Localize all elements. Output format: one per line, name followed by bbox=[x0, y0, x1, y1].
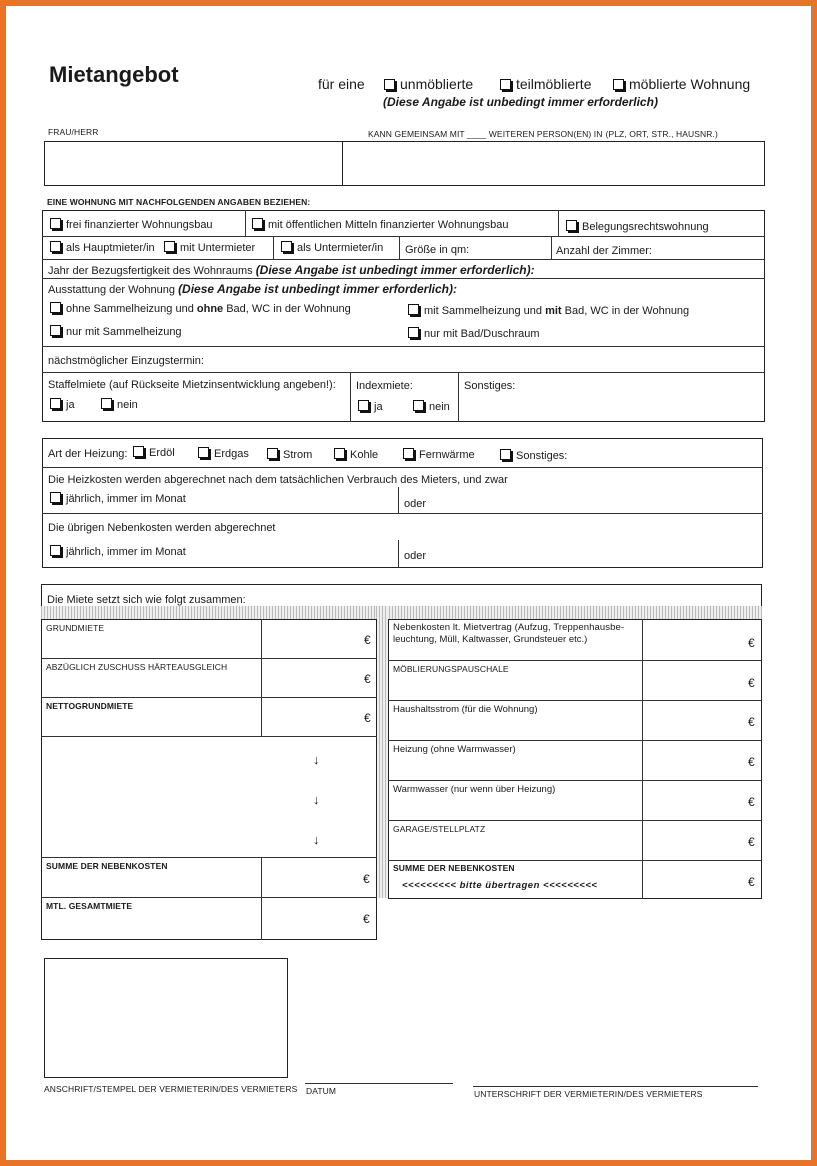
nur-sammel-label: nur mit Sammelheizung bbox=[66, 326, 182, 338]
arrow-down-icon: ↓ bbox=[313, 792, 320, 807]
checkbox-icon[interactable] bbox=[50, 492, 61, 503]
bitte-uebertragen: <<<<<<<<< bitte übertragen <<<<<<<<< bbox=[402, 880, 598, 891]
fuer-eine-label: für eine bbox=[318, 76, 365, 92]
groesse-label: Größe in qm: bbox=[405, 244, 470, 256]
checkbox-icon[interactable] bbox=[334, 448, 345, 459]
nebenkosten-text: Die übrigen Nebenkosten werden abgerechnet bbox=[48, 522, 276, 534]
index-nein[interactable] bbox=[413, 400, 450, 413]
checkbox-icon[interactable] bbox=[613, 79, 624, 90]
euro-sign: € bbox=[364, 633, 371, 647]
frau-herr-label: FRAU/HERR bbox=[48, 127, 99, 137]
ja-label: ja bbox=[66, 399, 75, 411]
option-unmoebliert[interactable] bbox=[384, 76, 473, 92]
checkbox-icon[interactable] bbox=[198, 447, 209, 458]
euro-sign: € bbox=[748, 755, 755, 769]
option-label: möblierte Wohnung bbox=[629, 76, 751, 92]
summe-nebenkosten-left-label: SUMME DER NEBENKOSTEN bbox=[46, 861, 168, 871]
financing-label: mit öffentlichen Mitteln finanzierter Wohnungsbau bbox=[268, 219, 509, 231]
arrow-down-icon: ↓ bbox=[313, 832, 320, 847]
address-field[interactable] bbox=[342, 141, 765, 186]
neben-jaehrlich[interactable] bbox=[50, 545, 186, 558]
nein-label: nein bbox=[117, 399, 138, 411]
mit-pre: mit Sammelheizung und bbox=[424, 305, 543, 317]
neben-oder: oder bbox=[404, 550, 427, 562]
bezug-note: (Diese Angabe ist unbedingt immer erforderlich): bbox=[255, 263, 535, 277]
stamp-box[interactable] bbox=[44, 958, 288, 1078]
checkbox-icon[interactable] bbox=[50, 241, 61, 252]
heizung-art-label: Art der Heizung: bbox=[48, 448, 128, 460]
heiz-jaehrlich[interactable] bbox=[50, 492, 186, 505]
euro-sign: € bbox=[363, 872, 370, 886]
kann-gemeinsam-text: KANN GEMEINSAM MIT ____ WEITEREN PERSON(EN) IN bbox=[368, 129, 603, 139]
heizkosten-text: Die Heizkosten werden abgerechnet nach dem tatsächlichen Verbrauch des Mieters, und zwar bbox=[48, 474, 508, 486]
ausstattung-label: Ausstattung der Wohnung bbox=[48, 284, 175, 296]
zimmer-label: Anzahl der Zimmer: bbox=[556, 245, 652, 257]
staffel-label: Staffelmiete (auf Rückseite Mietzinsentwicklung angeben!): bbox=[48, 379, 336, 391]
option-moebliert[interactable] bbox=[613, 76, 750, 92]
zuschuss-label: ABZÜGLICH ZUSCHUSS HÄRTEAUSGLEICH bbox=[46, 662, 228, 672]
sonstiges-label: Sonstiges: bbox=[464, 380, 516, 392]
bezug-row bbox=[48, 263, 535, 277]
heating-label: Erdöl bbox=[149, 447, 175, 459]
garage-label: GARAGE/STELLPLATZ bbox=[393, 824, 486, 834]
heating-label: Kohle bbox=[350, 449, 379, 461]
mit-post: Bad, WC in der Wohnung bbox=[564, 305, 690, 317]
required-note: (Diese Angabe ist unbedingt immer erforderlich) bbox=[383, 95, 658, 109]
haushaltsstrom-label: Haushaltsstrom (für die Wohnung) bbox=[393, 704, 538, 715]
ausstattung-nur-sammel[interactable] bbox=[50, 325, 182, 338]
euro-sign: € bbox=[748, 676, 755, 690]
checkbox-icon[interactable] bbox=[164, 241, 175, 252]
checkbox-icon[interactable] bbox=[403, 448, 414, 459]
checkbox-icon[interactable] bbox=[500, 79, 511, 90]
checkbox-icon[interactable] bbox=[50, 325, 61, 336]
grundmiete-label: GRUNDMIETE bbox=[46, 623, 105, 633]
checkbox-icon[interactable] bbox=[358, 400, 369, 411]
bezug-label: Jahr der Bezugsfertigkeit des Wohnraums bbox=[48, 265, 253, 277]
nettogrundmiete-label: NETTOGRUNDMIETE bbox=[46, 701, 134, 711]
ausstattung-row bbox=[48, 282, 457, 296]
kann-gemeinsam-label bbox=[368, 128, 718, 140]
heating-erdoel[interactable] bbox=[133, 446, 175, 459]
option-teilmoebliert[interactable] bbox=[500, 76, 591, 92]
shade-strip bbox=[41, 606, 762, 619]
ausstattung-nur-bad[interactable] bbox=[408, 327, 540, 340]
checkbox-icon[interactable] bbox=[408, 327, 419, 338]
gesamtmiete-label: MTL. GESAMTMIETE bbox=[46, 901, 133, 911]
heating-strom[interactable] bbox=[267, 448, 312, 461]
euro-sign: € bbox=[748, 715, 755, 729]
euro-sign: € bbox=[363, 912, 370, 926]
checkbox-icon[interactable] bbox=[101, 398, 112, 409]
checkbox-icon[interactable] bbox=[281, 241, 292, 252]
unterschrift-label: UNTERSCHRIFT DER VERMIETERIN/DES VERMIETERS bbox=[474, 1089, 703, 1099]
nein-label: nein bbox=[429, 401, 450, 413]
section1-heading: EINE WOHNUNG MIT NACHFOLGENDEN ANGABEN BEZIEHEN: bbox=[47, 197, 311, 207]
ausstattung-note: (Diese Angabe ist unbedingt immer erforderlich): bbox=[178, 282, 457, 296]
checkbox-icon[interactable] bbox=[133, 446, 144, 457]
heating-fernwaerme[interactable] bbox=[403, 448, 475, 461]
ohne-post: Bad, WC in der Wohnung bbox=[226, 303, 351, 315]
nk-line1: Nebenkosten lt. Mietvertrag (Aufzug, Treppenhausbe- bbox=[393, 622, 625, 633]
ohne-pre: ohne Sammelheizung und bbox=[66, 303, 194, 315]
checkbox-icon[interactable] bbox=[566, 220, 577, 231]
checkbox-icon[interactable] bbox=[413, 400, 424, 411]
heating-label: Sonstiges: bbox=[516, 450, 568, 462]
tenancy-unter[interactable] bbox=[164, 241, 255, 254]
financing-label: Belegungsrechtswohnung bbox=[582, 221, 709, 233]
checkbox-icon[interactable] bbox=[50, 218, 61, 229]
nur-bad-label: nur mit Bad/Duschraum bbox=[424, 328, 540, 340]
financing-belegung[interactable] bbox=[566, 220, 709, 233]
checkbox-icon[interactable] bbox=[500, 449, 511, 460]
financing-oeffentlich[interactable] bbox=[252, 218, 509, 231]
checkbox-icon[interactable] bbox=[50, 398, 61, 409]
option-label: unmöblierte bbox=[400, 76, 474, 92]
mit-bold: mit bbox=[545, 305, 562, 317]
ja-label: ja bbox=[374, 401, 383, 413]
miete-heading: Die Miete setzt sich wie folgt zusammen: bbox=[47, 594, 246, 606]
checkbox-icon[interactable] bbox=[384, 79, 395, 90]
ohne-bold: ohne bbox=[196, 303, 224, 315]
heating-sonstiges[interactable] bbox=[500, 449, 567, 462]
tenancy-label: als Hauptmieter/in bbox=[66, 242, 155, 254]
heiz-oder: oder bbox=[404, 498, 427, 510]
tenancy-label: als Untermieter/in bbox=[297, 242, 384, 254]
heating-label: Erdgas bbox=[214, 448, 249, 460]
tenancy-haupt[interactable] bbox=[50, 241, 155, 254]
heating-kohle[interactable] bbox=[334, 448, 378, 461]
staffel-nein[interactable] bbox=[101, 398, 138, 411]
datum-label: DATUM bbox=[306, 1086, 337, 1096]
anschrift-label: ANSCHRIFT/STEMPEL DER VERMIETERIN/DES VERMIETERS bbox=[44, 1084, 298, 1094]
checkbox-icon[interactable] bbox=[408, 304, 419, 315]
ausstattung-mit[interactable] bbox=[408, 304, 689, 317]
checkbox-icon[interactable] bbox=[50, 302, 61, 313]
index-label: Indexmiete: bbox=[356, 380, 413, 392]
heating-erdgas[interactable] bbox=[198, 447, 249, 460]
tenancy-untermieter[interactable] bbox=[281, 241, 383, 254]
jaehrlich-label: jährlich, immer im Monat bbox=[66, 546, 186, 558]
ausstattung-ohne[interactable] bbox=[50, 302, 351, 315]
financing-label: frei finanzierter Wohnungsbau bbox=[66, 219, 213, 231]
option-label: teilmöblierte bbox=[516, 76, 592, 92]
page-title: Mietangebot bbox=[49, 62, 179, 87]
staffel-ja[interactable] bbox=[50, 398, 75, 411]
heizung-label: Heizung (ohne Warmwasser) bbox=[393, 744, 516, 755]
financing-frei[interactable] bbox=[50, 218, 213, 231]
heating-label: Strom bbox=[283, 449, 313, 461]
euro-sign: € bbox=[364, 672, 371, 686]
right-table bbox=[388, 619, 762, 899]
name-field[interactable] bbox=[44, 141, 343, 186]
euro-sign: € bbox=[748, 636, 755, 650]
arrow-down-icon: ↓ bbox=[313, 752, 320, 767]
checkbox-icon[interactable] bbox=[267, 448, 278, 459]
heating-label: Fernwärme bbox=[419, 449, 475, 461]
euro-sign: € bbox=[748, 875, 755, 889]
tenancy-label: mit Untermieter bbox=[180, 242, 256, 254]
euro-sign: € bbox=[748, 795, 755, 809]
checkbox-icon[interactable] bbox=[252, 218, 263, 229]
shade-column bbox=[376, 606, 388, 898]
checkbox-icon[interactable] bbox=[50, 545, 61, 556]
nebenkosten-vertrag-label bbox=[393, 622, 624, 646]
summe-nebenkosten-right-label: SUMME DER NEBENKOSTEN bbox=[393, 863, 515, 873]
moeblierung-label: MÖBLIERUNGSPAUSCHALE bbox=[393, 664, 509, 674]
jaehrlich-label: jährlich, immer im Monat bbox=[66, 493, 186, 505]
address-hint: (PLZ, ORT, STR., HAUSNR.) bbox=[605, 129, 718, 139]
index-ja[interactable] bbox=[358, 400, 383, 413]
euro-sign: € bbox=[748, 835, 755, 849]
nk-line2: leuchtung, Müll, Kaltwasser, Grundsteuer etc.) bbox=[393, 634, 588, 645]
einzug-label: nächstmöglicher Einzugstermin: bbox=[48, 355, 204, 367]
warmwasser-label: Warmwasser (nur wenn über Heizung) bbox=[393, 784, 556, 795]
euro-sign: € bbox=[364, 711, 371, 725]
